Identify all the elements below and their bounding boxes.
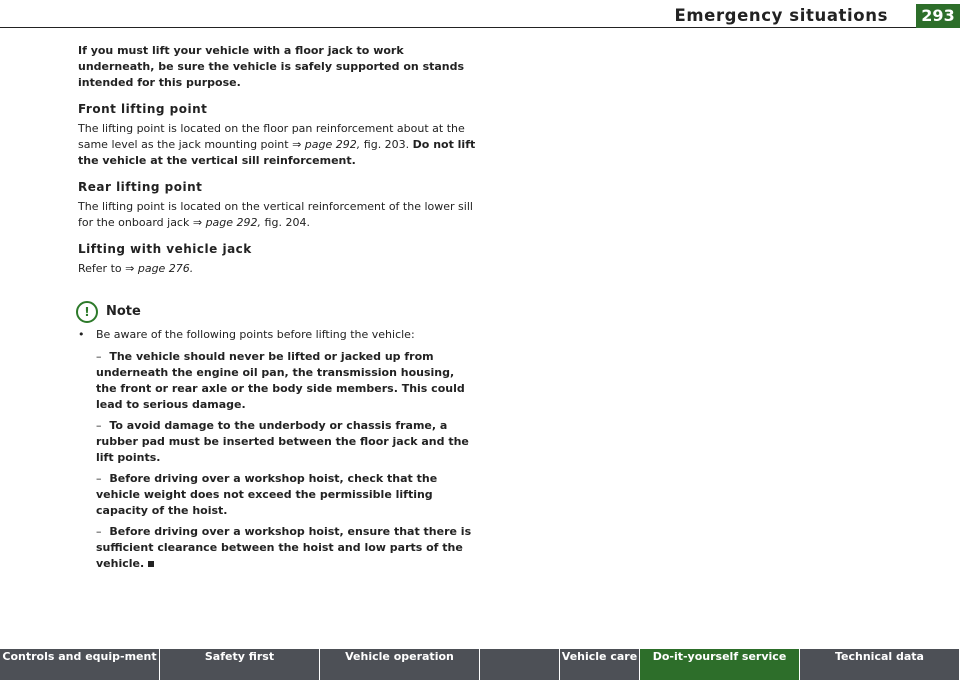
bullet-icon: •: [78, 328, 85, 341]
rear-fig-text: fig. 204.: [261, 216, 310, 229]
front-fig-text: fig. 203.: [360, 138, 413, 151]
intro-warning: If you must lift your vehicle with a floor jack to work underneath, be sure the vehicle is safely supported on stands intended for this purpose.: [78, 44, 465, 89]
page-reference-link[interactable]: page 292,: [202, 216, 262, 229]
note-bullet-text: Be aware of the following points before lifting the vehicle:: [96, 328, 415, 341]
jack-refer-text: Refer to: [78, 262, 126, 275]
front-lifting-text: [78, 121, 478, 169]
rear-lifting-text: [78, 199, 478, 231]
dash-icon: –: [96, 419, 102, 432]
page-number: 293: [916, 4, 960, 28]
note-item: [96, 418, 478, 466]
front-bold-warning: Do not lift the vehicle at the vertical sill reinforcement.: [78, 138, 476, 167]
header-rule: [0, 27, 928, 28]
chapter-navigation: [0, 649, 960, 680]
note-item: [96, 349, 478, 413]
heading-front-lifting-point: Front lifting point: [78, 102, 208, 116]
nav-tab-technical-data[interactable]: Technical data: [800, 649, 960, 680]
note-item-text: Before driving over a workshop hoist, ensure that there is sufficient clearance between the hoist and low parts of the vehicle.: [96, 525, 472, 570]
dash-icon: –: [96, 472, 102, 485]
arrow-icon: ⇒: [125, 262, 135, 275]
end-mark-icon: [148, 561, 154, 567]
note-item: [96, 524, 478, 572]
heading-rear-lifting-point: Rear lifting point: [78, 180, 203, 194]
note-item-text: The vehicle should never be lifted or jacked up from underneath the engine oil pan, the transmission housing, the front or rear axle or the body side members. This could lead to serious damage.: [96, 350, 465, 411]
page-content: [78, 43, 478, 577]
caution-icon: !: [76, 301, 98, 323]
note-item: [96, 471, 478, 519]
dash-icon: –: [96, 525, 102, 538]
nav-tab-vehicle-operation[interactable]: Vehicle operation: [320, 649, 480, 680]
page-reference-link[interactable]: page 292,: [301, 138, 361, 151]
note-item-text: Before driving over a workshop hoist, check that the vehicle weight does not exceed the permissible lifting capacity of the hoist.: [96, 472, 438, 517]
nav-tab-safety-first[interactable]: Safety first: [160, 649, 320, 680]
nav-tab-controls[interactable]: Controls and equip-ment: [0, 649, 160, 680]
arrow-icon: ⇒: [192, 216, 203, 229]
page-reference-link[interactable]: page 276.: [134, 262, 194, 275]
dash-icon: –: [96, 350, 102, 363]
note-bullet: [78, 327, 478, 343]
section-title: Emergency situations: [674, 6, 888, 25]
front-text: The lifting point is located on the floor pan reinforcement about at the same level as the jack mounting point: [78, 122, 465, 151]
nav-tab-vehicle-care[interactable]: Vehicle care: [560, 649, 640, 680]
nav-tab-do-it-yourself[interactable]: Do-it-yourself service: [640, 649, 800, 680]
heading-lifting-with-jack: Lifting with vehicle jack: [78, 242, 252, 256]
nav-tab-spacer: [480, 649, 560, 680]
jack-text: [78, 261, 478, 277]
rear-text: The lifting point is located on the vertical reinforcement of the lower sill for the onboard jack: [78, 200, 473, 229]
arrow-icon: ⇒: [292, 138, 302, 151]
note-header: [76, 301, 478, 323]
note-item-text: To avoid damage to the underbody or chassis frame, a rubber pad must be inserted between the floor jack and the lift points.: [96, 419, 469, 464]
note-title: Note: [106, 304, 141, 319]
